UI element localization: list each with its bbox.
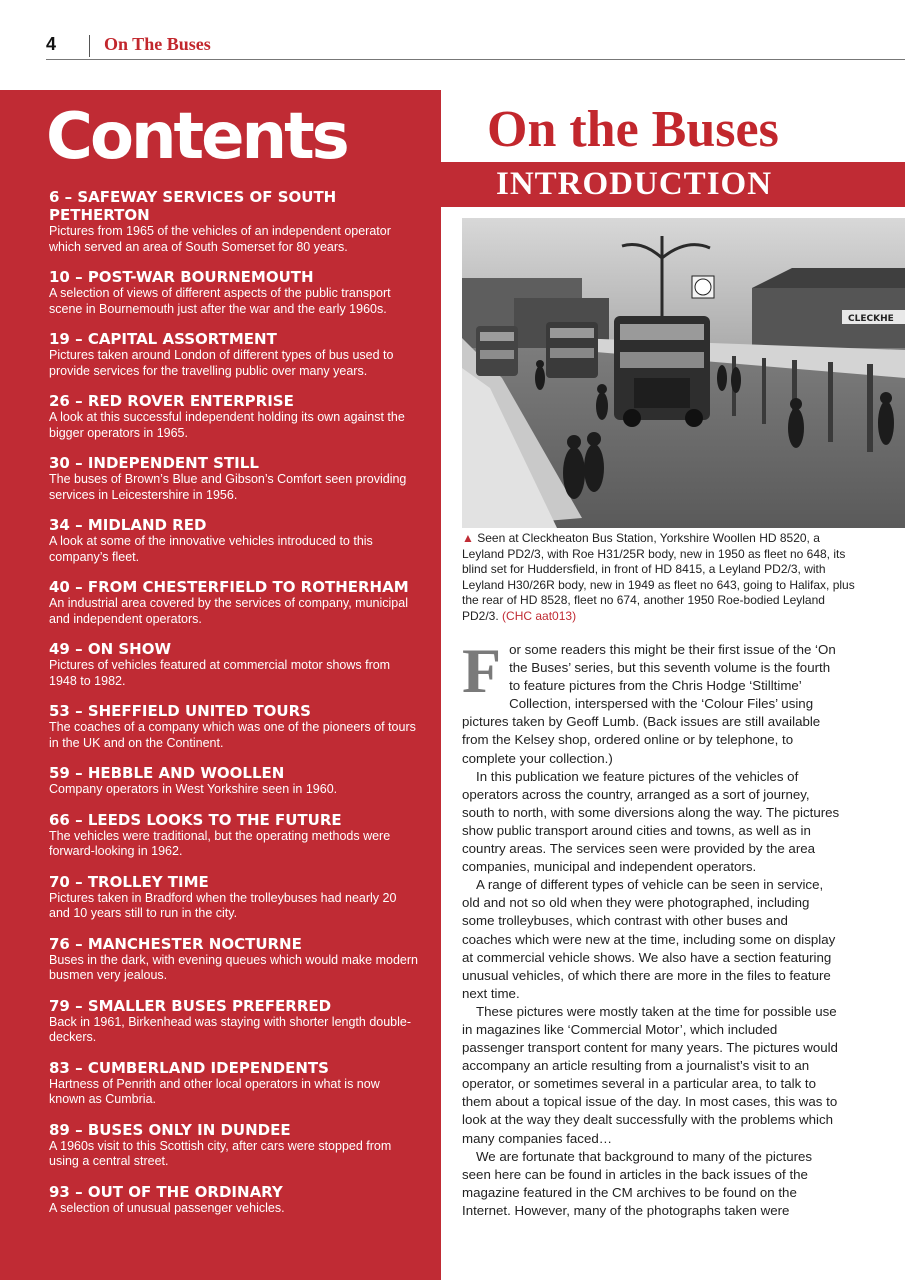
header-rule [46, 59, 905, 60]
contents-item-heading: 93 – OUT OF THE ORDINARY [49, 1182, 283, 1201]
bus-rear [476, 326, 518, 376]
feature-title: On the Buses [487, 101, 779, 158]
contents-item [49, 702, 419, 751]
caption-arrow-icon: ▲ [462, 531, 474, 545]
contents-item-description: Hartness of Penrith and other local operators in what is now known as Cumbria. [49, 1076, 380, 1106]
contents-item-heading: 83 – CUMBERLAND IDEPENDENTS [49, 1058, 329, 1077]
contents-item-heading: 79 – SMALLER BUSES PREFERRED [49, 996, 332, 1015]
contents-item [49, 330, 419, 379]
contents-item [49, 997, 419, 1046]
contents-item [49, 1121, 419, 1170]
contents-item-heading: 6 – SAFEWAY SERVICES OF SOUTH PETHERTON [49, 188, 337, 224]
contents-item-description: A selection of unusual passenger vehicles. [49, 1200, 285, 1215]
bus-station-illustration [462, 218, 905, 528]
contents-item-description: Pictures taken around London of different types of bus used to provide services for the travelling public over many years. [49, 348, 394, 378]
contents-item-description: A look at some of the innovative vehicles introduced to this company’s fleet. [49, 534, 373, 564]
page-number: 4 [46, 34, 57, 54]
contents-item [49, 268, 419, 317]
contents-item [49, 811, 419, 860]
contents-item-description: An industrial area covered by the services of company, municipal and independent operators. [49, 596, 408, 626]
bus-station-photo [462, 218, 905, 528]
contents-item-description: A selection of views of different aspects of the public transport scene in Bournemouth just after the war and the early 1960s. [49, 286, 391, 316]
contents-item-heading: 76 – MANCHESTER NOCTURNE [49, 934, 302, 953]
contents-item-description: The coaches of a company which was one of the pioneers of tours in the UK and on the Continent. [49, 720, 416, 750]
article-paragraph: We are fortunate that background to many of the pictures seen here can be found in articles in the back issues of the magazine featured in the CM archives to be found on the Internet. However, many of the photographs taken were [462, 1148, 813, 1218]
contents-item [49, 873, 419, 922]
contents-item [49, 764, 419, 798]
contents-item-description: The vehicles were traditional, but the operating methods were forward-looking in 1962. [49, 828, 391, 858]
contents-item [49, 1183, 419, 1217]
contents-item-heading: 49 – ON SHOW [49, 640, 171, 658]
contents-item [49, 640, 419, 689]
contents-item-heading: 34 – MIDLAND RED [49, 516, 207, 534]
bus-middle [546, 322, 598, 378]
article-paragraph: In this publication we feature pictures of the vehicles of operators across the country, arranged as a sort of journey, south to north, with some diversions along the way. The pictures show public transport around cities and towns, as well as in country areas. The services seen were provided by the area companies, municipal and independent operators. [462, 768, 840, 875]
contents-item-heading: 26 – RED ROVER ENTERPRISE [49, 392, 294, 410]
page-header [0, 0, 905, 62]
series-title: On The Buses [104, 34, 211, 54]
article-paragraph: or some readers this might be their first issue of the ‘On the Buses’ series, but this seventh volume is the fourth to feature pictures from the Chris Hodge ‘Stilltime’ Collection, interspersed with the ‘Colour Files’ using pictures taken by Geoff Lumb. (Back issues are still available from the Kelsey shop, ordered online or by telephone, to complete your collection.) [462, 642, 836, 766]
contents-item-description: Pictures from 1965 of the vehicles of an independent operator which served an area of South Somerset for 80 years. [49, 224, 391, 254]
contents-item-heading: 70 – TROLLEY TIME [49, 872, 209, 891]
contents-item [49, 935, 419, 984]
contents-item-description: A 1960s visit to this Scottish city, after cars were stopped from using a central street. [49, 1138, 392, 1168]
contents-item-heading: 10 – POST-WAR BOURNEMOUTH [49, 268, 314, 286]
article-body [462, 635, 840, 1220]
contents-list [49, 188, 419, 1229]
contents-item-description: The buses of Brown’s Blue and Gibson’s Comfort seen providing services in Leicestershire in 1956. [49, 472, 407, 502]
contents-item [49, 516, 419, 565]
drop-cap: F [462, 635, 502, 706]
contents-item [49, 578, 419, 627]
contents-item-description: Pictures of vehicles featured at commercial motor shows from 1948 to 1982. [49, 658, 391, 688]
contents-item-description: Pictures taken in Bradford when the trolleybuses had nearly 20 and 10 years still to run in the city. [49, 890, 397, 920]
contents-item-description: Company operators in West Yorkshire seen in 1960. [49, 782, 338, 796]
contents-item [49, 392, 419, 441]
photo-caption [462, 531, 862, 624]
contents-item [49, 188, 419, 255]
photo-credit: (CHC aat013) [502, 608, 577, 623]
contents-item [49, 1059, 419, 1108]
article-paragraph: These pictures were mostly taken at the time for possible use in magazines like ‘Commercial Motor’, which included passenger transport content for many years. The pictures would accompany an article resulting from a journalist’s visit to an operator, or sometimes several in a particular area, to talk to them about a topical issue of the day. In most cases, this was to look at the way they dealt successfully with the problems which many companies faced… [462, 1003, 838, 1146]
article-paragraph: A range of different types of vehicle can be seen in service, old and not so old when they were photographed, including some trolleybuses, which contrast with other buses and coaches which were new at the time, including some on display at commercial vehicle shows. We also have a section featuring unusual vehicles, of which there are more in the files to feature next time. [462, 877, 836, 1001]
contents-item-description: Back in 1961, Birkenhead was staying with shorter length double-deckers. [49, 1014, 412, 1044]
contents-item-heading: 40 – FROM CHESTERFIELD TO ROTHERHAM [49, 578, 409, 596]
contents-title: Contents [46, 100, 347, 174]
contents-item-heading: 53 – SHEFFIELD UNITED TOURS [49, 702, 311, 720]
introduction-label: INTRODUCTION [496, 166, 773, 202]
contents-item-heading: 59 – HEBBLE AND WOOLLEN [49, 764, 285, 782]
contents-item [49, 454, 419, 503]
bus-front [614, 316, 710, 427]
contents-item-heading: 30 – INDEPENDENT STILL [49, 454, 259, 472]
header-divider [89, 35, 90, 57]
contents-item-description: Buses in the dark, with evening queues which would make modern busmen very jealous. [49, 952, 418, 982]
contents-item-heading: 89 – BUSES ONLY IN DUNDEE [49, 1120, 291, 1139]
contents-item-heading: 66 – LEEDS LOOKS TO THE FUTURE [49, 810, 342, 829]
caption-text: Seen at Cleckheaton Bus Station, Yorkshire Woollen HD 8520, a Leyland PD2/3, with Roe H31/25R body, new in 1950 as fleet no 648, its blind set for Huddersfield, in front of HD 8415, a Leyland PD2/3, with Leyland H30/26R body, new in 1949 as fleet no 643, going to Halifax, plus the rear of HD 8528, fleet no 674, another 1950 Roe-bodied Leyland PD2/3. [462, 531, 855, 623]
introduction-band [441, 162, 905, 207]
contents-item-description: A look at this successful independent holding its own against the bigger operators in 1965. [49, 410, 405, 440]
contents-item-heading: 19 – CAPITAL ASSORTMENT [49, 330, 277, 348]
station-sign-text: CLECKHE [848, 314, 894, 324]
